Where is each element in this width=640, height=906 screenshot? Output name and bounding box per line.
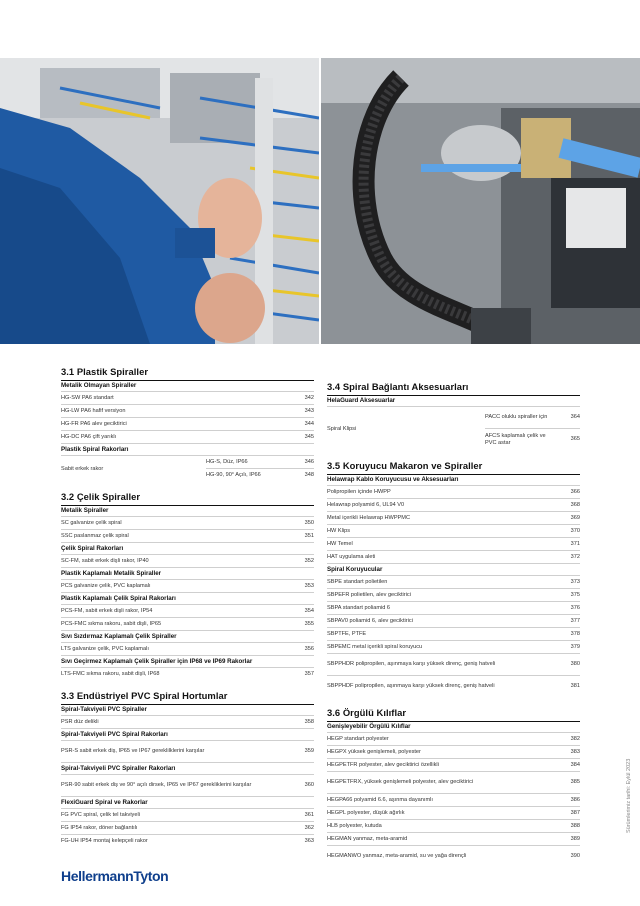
section-title-3-5: 3.5 Koruyucu Makaron ve Spiraller bbox=[327, 460, 483, 471]
list-item[interactable]: LTS galvanize çelik, PVC kaplamalı 356 bbox=[61, 642, 314, 655]
list-item[interactable]: Metal içerikli Helawrap HWPPMC 369 bbox=[327, 511, 580, 524]
left-column bbox=[61, 366, 314, 847]
list-item[interactable]: HW Temel 371 bbox=[327, 537, 580, 550]
list-item[interactable]: HEGPETFR polyester, alev geciktirici özellikli 384 bbox=[327, 758, 580, 771]
list-item[interactable]: PSR-S sabit erkek diş, IP65 ve IP67 gereklilklerini karşılar 359 bbox=[61, 740, 314, 762]
list-item[interactable]: Polipropilen içinde HWPP 366 bbox=[327, 485, 580, 498]
list-item[interactable]: SBPE standart polietilen 373 bbox=[327, 575, 580, 588]
list-item[interactable]: FG-UH IP54 montaj kelepçeli rakor 363 bbox=[61, 834, 314, 847]
list-item[interactable]: HLB polyester, kutuda 388 bbox=[327, 819, 580, 832]
subheading: Metalik Olmayan Spiraller bbox=[61, 380, 314, 391]
list-item[interactable]: SSC paslanmaz çelik spiral 351 bbox=[61, 529, 314, 542]
list-item[interactable]: HEGMANWO yanmaz, meta-aramid, su ve yağa dirençli 390 bbox=[327, 845, 580, 867]
side-note: Sürümlerimiz tarihi: Eylül 2023 bbox=[626, 758, 632, 833]
list-item[interactable]: LTS-FMC sıkma rakoru, sabit dişli, IP68 357 bbox=[61, 667, 314, 680]
list-item[interactable]: SBPEFR polietilen, alev geciktirici 375 bbox=[327, 588, 580, 601]
section-title-3-6: 3.6 Örgülü Kılıflar bbox=[327, 707, 407, 718]
photo-braided-sleeve bbox=[321, 58, 640, 344]
list-item[interactable]: HG-DC PA6 çift yarıklı 345 bbox=[61, 430, 314, 443]
subheading: Spiral Koruyucular bbox=[327, 563, 580, 575]
list-item[interactable]: AFCS kaplamalı çelik ve PVC astar 365 bbox=[485, 428, 580, 450]
subheading: Plastik Spiral Rakorları bbox=[61, 443, 314, 455]
list-item[interactable]: PCS-FM, sabit erkek dişli rakor, IP54 354 bbox=[61, 604, 314, 617]
list-item[interactable]: SBPTFE, PTFE 378 bbox=[327, 627, 580, 640]
subheading: Plastik Kaplamalı Çelik Spiral Rakorları bbox=[61, 592, 314, 604]
subheading: Sıvı Sızdırmaz Kaplamalı Çelik Spiraller bbox=[61, 630, 314, 642]
list-item[interactable]: HG-LW PA6 hafif versiyon 343 bbox=[61, 404, 314, 417]
list-item[interactable]: SC-FM, sabit erkek dişli rakor, IP40 352 bbox=[61, 554, 314, 567]
brand-logo: HellermannTyton bbox=[61, 868, 169, 884]
list-item[interactable]: FG IP54 rakor, döner bağlantılı 362 bbox=[61, 821, 314, 834]
subheading: FlexiGuard Spiral ve Rakorlar bbox=[61, 796, 314, 808]
list-item[interactable]: HG-S, Düz, IP66 346 bbox=[206, 458, 314, 465]
subheading: Spiral-Takviyeli PVC Spiraller Rakorları bbox=[61, 762, 314, 774]
list-item[interactable]: HEGPA66 polyamid 6.6, aşınma dayanımlı 386 bbox=[327, 793, 580, 806]
list-item[interactable]: SBPAV0 poliamid 6, alev geciktirici 377 bbox=[327, 614, 580, 627]
subheading: Metalik Spiraller bbox=[61, 505, 314, 516]
subheading: Spiral-Takviyeli PVC Spiraller bbox=[61, 704, 314, 715]
photo-electrician bbox=[0, 58, 319, 344]
split-label: Sabit erkek rakor bbox=[61, 465, 104, 472]
list-item[interactable]: SBPA standart poliamid 6 376 bbox=[327, 601, 580, 614]
list-item[interactable]: PSR düz delikli 358 bbox=[61, 715, 314, 728]
subheading: Çelik Spiral Rakorları bbox=[61, 542, 314, 554]
subheading: Spiral-Takviyeli PVC Spiral Rakorları bbox=[61, 728, 314, 740]
list-item[interactable]: HEGP standart polyester 382 bbox=[327, 732, 580, 745]
list-item[interactable]: Helawrap polyamid 6, UL94 V0 368 bbox=[327, 498, 580, 511]
list-item[interactable]: HG-90, 90° Açılı, IP66 348 bbox=[206, 468, 314, 481]
split-label: Spiral Klipsi bbox=[327, 425, 357, 432]
list-item[interactable]: PCS galvanize çelik, PVC kaplamalı 353 bbox=[61, 579, 314, 592]
list-item[interactable]: HEGPL polyester, düşük ağırlık 387 bbox=[327, 806, 580, 819]
list-item[interactable]: SBPPHDR polipropilen, aşınmaya karşı yüksek direnç, geniş hatveli 380 bbox=[327, 653, 580, 675]
list-item[interactable]: SBPPHDF polipropilen, aşınmaya karşı yüksek direnç, geniş hatveli 381 bbox=[327, 675, 580, 697]
split-row bbox=[327, 406, 580, 450]
subheading: Genişleyebilir Örgülü Kılıflar bbox=[327, 721, 580, 732]
section-title-3-3: 3.3 Endüstriyel PVC Spiral Hortumlar bbox=[61, 690, 228, 701]
list-item[interactable]: PSR-90 sabit erkek diş ve 90° açılı dirsek, IP65 ve IP67 gerekliklerini karşılar 360 bbox=[61, 774, 314, 796]
list-item[interactable]: PACC oluklu spiraller için 364 bbox=[485, 414, 580, 420]
list-item[interactable]: HEGMAN yanmaz, meta-aramid 389 bbox=[327, 832, 580, 845]
list-item[interactable]: HEGPETFRX, yüksek genişlemeli polyester, alev geciktirici 385 bbox=[327, 771, 580, 793]
split-row bbox=[61, 455, 314, 481]
list-item[interactable]: HEGPX yüksek genişlemeli, polyester 383 bbox=[327, 745, 580, 758]
list-item[interactable]: HAT uygulama aleti 372 bbox=[327, 550, 580, 563]
subheading: Helawrap Kablo Koruyucusu ve Aksesuarları bbox=[327, 474, 580, 485]
list-item[interactable]: HW Klips 370 bbox=[327, 524, 580, 537]
list-item[interactable]: PCS-FMC sıkma rakoru, sabit dişli, IP65 355 bbox=[61, 617, 314, 630]
section-title-3-2: 3.2 Çelik Spiraller bbox=[61, 491, 141, 502]
subheading: Plastik Kaplamalı Metalik Spiraller bbox=[61, 567, 314, 579]
list-item[interactable]: HG-SW PA6 standart 342 bbox=[61, 391, 314, 404]
section-title-3-4: 3.4 Spiral Bağlantı Aksesuarları bbox=[327, 381, 469, 392]
list-item[interactable]: FG PVC spiral, çelik tel takviyeli 361 bbox=[61, 808, 314, 821]
right-column bbox=[327, 381, 580, 867]
subheading: HelaGuard Aksesuarlar bbox=[327, 395, 580, 406]
list-item[interactable]: SBPEMC metal içerikli spiral koruyucu 379 bbox=[327, 640, 580, 653]
section-title-3-1: 3.1 Plastik Spiraller bbox=[61, 366, 149, 377]
subheading: Sıvı Geçirmez Kaplamalı Çelik Spiraller için IP68 ve IP69 Rakorlar bbox=[61, 655, 314, 667]
list-item[interactable]: HG-FR PA6 alev geciktirici 344 bbox=[61, 417, 314, 430]
list-item[interactable]: SC galvanize çelik spiral 350 bbox=[61, 516, 314, 529]
